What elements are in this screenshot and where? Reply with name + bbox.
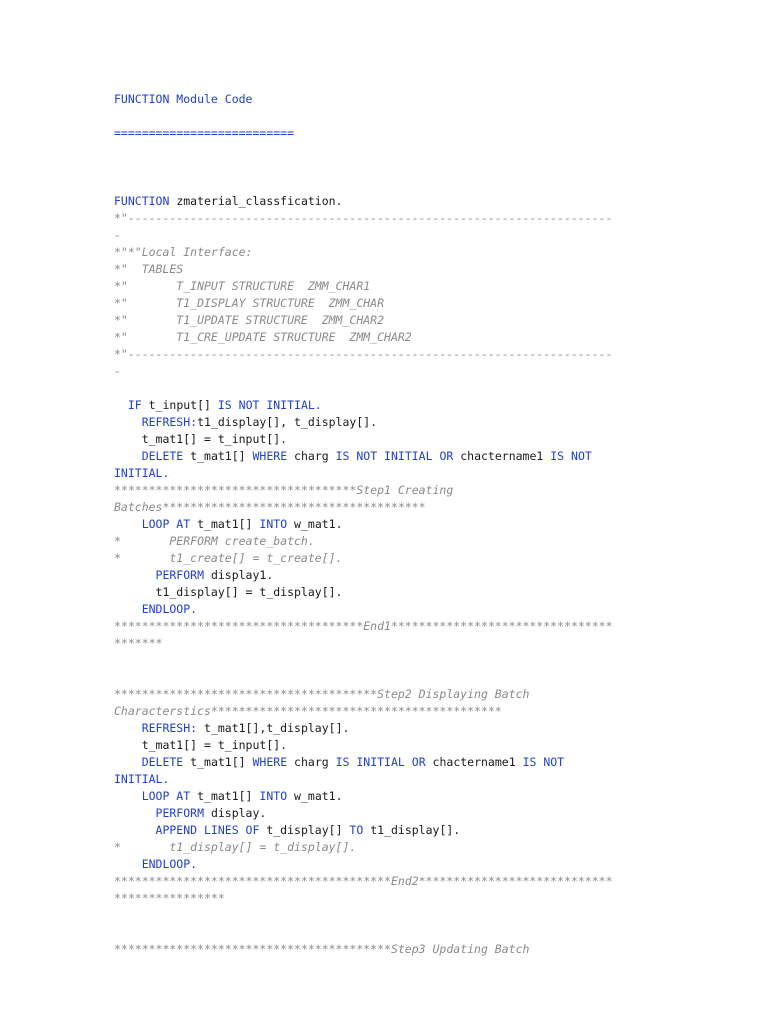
code-text: t_mat1[] bbox=[183, 755, 253, 769]
code-text: t1_display[]. bbox=[363, 823, 461, 837]
comment-line: *" T1_DISPLAY STRUCTURE ZMM_CHAR bbox=[114, 296, 385, 310]
code-keyword: IS INITIAL bbox=[335, 755, 405, 769]
code-line-assign: t_mat1[] = t_input[]. bbox=[114, 738, 288, 752]
code-text: w_mat1. bbox=[287, 517, 343, 531]
code-keyword: LOOP AT bbox=[114, 789, 191, 803]
code-text: display1. bbox=[204, 568, 274, 582]
code-line-perform bbox=[114, 805, 654, 822]
code-keyword: OR bbox=[432, 449, 454, 463]
code-keyword: DELETE bbox=[114, 755, 184, 769]
code-line-initial: INITIAL. bbox=[114, 772, 170, 786]
code-text: display. bbox=[204, 806, 267, 820]
comment-line: *" T1_CRE_UPDATE STRUCTURE ZMM_CHAR2 bbox=[114, 330, 412, 344]
comment-line: *" T1_UPDATE STRUCTURE ZMM_CHAR2 bbox=[114, 313, 385, 327]
code-line-delete bbox=[114, 448, 654, 465]
code-keyword: IS NOT INITIAL bbox=[335, 449, 433, 463]
step2-comment: **************************************Step2 Displaying Batch bbox=[114, 687, 530, 701]
code-line-loop bbox=[114, 788, 654, 805]
code-text: t_input[] bbox=[141, 398, 218, 412]
code-keyword: TO bbox=[349, 823, 364, 837]
heading-underline: ========================== bbox=[114, 126, 295, 140]
comment-line: - bbox=[114, 364, 121, 378]
end1-comment: ************************************End1******************************** bbox=[114, 619, 613, 633]
comment-line: *"---------------------------------------------------------------------- bbox=[114, 347, 613, 361]
end2-comment-cont: **************** bbox=[114, 891, 225, 905]
code-keyword: PERFORM bbox=[114, 568, 205, 582]
code-text: t_mat1[] bbox=[190, 517, 260, 531]
code-document bbox=[114, 91, 654, 958]
code-line-append bbox=[114, 822, 654, 839]
step1-comment: ***********************************Step1 Creating bbox=[114, 483, 454, 497]
step1-comment-cont: Batches************************************** bbox=[114, 500, 426, 514]
code-line-refresh bbox=[114, 414, 654, 431]
code-keyword: OR bbox=[404, 755, 426, 769]
code-line-loop bbox=[114, 516, 654, 533]
code-keyword: IS NOT INITIAL. bbox=[217, 398, 322, 412]
code-keyword: LOOP AT bbox=[114, 517, 191, 531]
end1-comment-cont: ******* bbox=[114, 636, 163, 650]
code-line-perform bbox=[114, 567, 654, 584]
code-text: t_display[] bbox=[259, 823, 350, 837]
code-keyword: WHERE bbox=[252, 449, 288, 463]
step3-comment: ****************************************Step3 Updating Batch bbox=[114, 942, 530, 956]
code-text: t_mat1[] bbox=[183, 449, 253, 463]
code-text: t_mat1[],t_display[]. bbox=[197, 721, 350, 735]
code-text: chactername1 bbox=[425, 755, 523, 769]
code-text: charg bbox=[287, 449, 336, 463]
document-heading: FUNCTION Module Code bbox=[114, 92, 253, 106]
code-line-endloop: ENDLOOP. bbox=[114, 857, 198, 871]
code-keyword: IF bbox=[114, 398, 142, 412]
code-text: w_mat1. bbox=[287, 789, 343, 803]
code-line-delete bbox=[114, 754, 654, 771]
code-keyword: INTO bbox=[259, 517, 288, 531]
function-declaration bbox=[114, 193, 654, 210]
code-line-if bbox=[114, 397, 654, 414]
code-line-assign: t1_display[] = t_display[]. bbox=[114, 585, 343, 599]
code-text: t1_display[], t_display[]. bbox=[197, 415, 378, 429]
code-text: charg bbox=[287, 755, 336, 769]
code-keyword: WHERE bbox=[252, 755, 288, 769]
commented-create: * t1_create[] = t_create[]. bbox=[114, 551, 343, 565]
code-line-refresh bbox=[114, 720, 654, 737]
comment-line: *"---------------------------------------------------------------------- bbox=[114, 211, 613, 225]
code-text: t_mat1[] bbox=[190, 789, 260, 803]
step2-comment-cont: Characterstics****************************************** bbox=[114, 704, 502, 718]
commented-perform: * PERFORM create_batch. bbox=[114, 534, 315, 548]
code-keyword: PERFORM bbox=[114, 806, 205, 820]
comment-line: - bbox=[114, 228, 121, 242]
comment-line: *" T_INPUT STRUCTURE ZMM_CHAR1 bbox=[114, 279, 371, 293]
function-keyword: FUNCTION bbox=[114, 194, 170, 208]
code-line-initial: INITIAL. bbox=[114, 466, 170, 480]
commented-assign: * t1_display[] = t_display[]. bbox=[114, 840, 357, 854]
code-line-assign: t_mat1[] = t_input[]. bbox=[114, 432, 288, 446]
code-keyword: APPEND LINES OF bbox=[114, 823, 260, 837]
code-keyword: REFRESH: bbox=[114, 415, 198, 429]
code-text: chactername1 bbox=[453, 449, 551, 463]
code-keyword: IS NOT bbox=[550, 449, 592, 463]
code-keyword: REFRESH: bbox=[114, 721, 198, 735]
comment-line: *" TABLES bbox=[114, 262, 184, 276]
end2-comment: ****************************************End2**************************** bbox=[114, 874, 613, 888]
code-keyword: INTO bbox=[259, 789, 288, 803]
function-name: zmaterial_classfication. bbox=[169, 194, 343, 208]
code-line-endloop: ENDLOOP. bbox=[114, 602, 198, 616]
code-keyword: DELETE bbox=[114, 449, 184, 463]
code-keyword: IS NOT bbox=[522, 755, 565, 769]
comment-line: *"*"Local Interface: bbox=[114, 245, 253, 259]
